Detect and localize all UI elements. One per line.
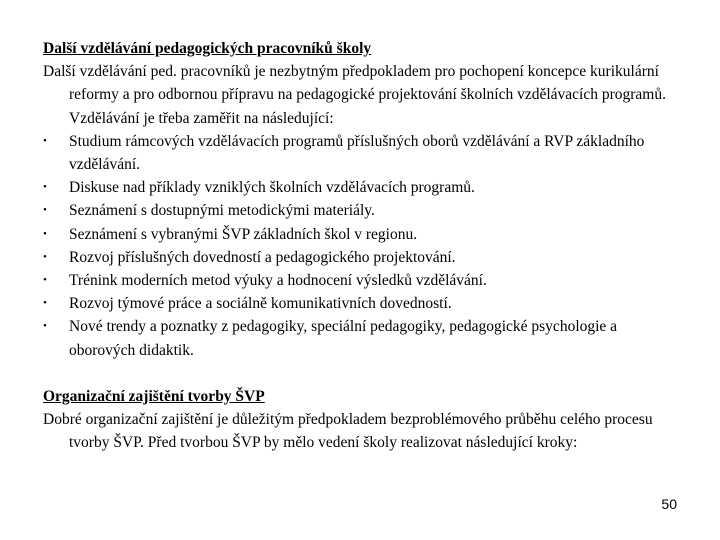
intro-paragraph: Další vzdělávání ped. pracovníků je nezbytným předpokladem pro pochopení koncepce kurikulární reformy a pro odbornou přípravu na pedagogické projektování školních vzdělávacích programů. Vzdělávání je třeba zaměřit na následující: — [43, 63, 666, 127]
bullet-icon: • — [43, 274, 47, 287]
section-spacer — [43, 362, 683, 385]
education-topics-list — [43, 130, 683, 362]
bullet-icon: • — [43, 320, 47, 333]
bullet-icon: • — [43, 204, 47, 217]
slide-content — [43, 37, 683, 454]
list-item — [43, 292, 683, 315]
list-item-text: Nové trendy a poznatky z pedagogiky, speciální pedagogiky, pedagogické psychologie a oborových didaktik. — [69, 318, 618, 359]
bullet-icon: • — [43, 250, 47, 263]
list-item — [43, 315, 683, 361]
section-heading-further-education: Další vzdělávání pedagogických pracovníků školy — [43, 40, 372, 57]
list-item — [43, 199, 683, 222]
list-item-text: Rozvoj týmové práce a sociálně komunikativních dovedností. — [69, 295, 452, 313]
bullet-icon: • — [43, 227, 47, 240]
list-item — [43, 130, 683, 176]
list-item-text: Rozvoj příslušných dovedností a pedagogického projektování. — [69, 248, 456, 266]
list-item — [43, 269, 683, 292]
list-item — [43, 176, 683, 199]
list-item-text: Trénink moderních metod výuky a hodnocení výsledků vzdělávání. — [69, 272, 487, 290]
organization-paragraph: Dobré organizační zajištění je důležitým předpokladem bezproblémového průběhu celého procesu tvorby ŠVP. Před tvorbou ŠVP by mělo vedení školy realizovat následující kroky: — [43, 411, 653, 452]
bullet-icon: • — [43, 181, 47, 194]
list-item — [43, 223, 683, 246]
list-item-text: Diskuse nad příklady vzniklých školních vzdělávacích programů. — [69, 179, 475, 197]
bullet-icon: • — [43, 297, 47, 310]
page-number: 50 — [661, 496, 677, 512]
list-item-text: Studium rámcových vzdělávacích programů příslušných oborů vzdělávání a RVP základního vzdělávání. — [69, 132, 645, 174]
section-heading-organization: Organizační zajištění tvorby ŠVP — [43, 387, 265, 405]
list-item — [43, 246, 683, 269]
list-item-text: Seznámení s vybranými ŠVP základních škol v regionu. — [69, 225, 418, 243]
bullet-icon: • — [43, 134, 47, 147]
list-item-text: Seznámení s dostupnými metodickými materiály. — [69, 202, 375, 220]
